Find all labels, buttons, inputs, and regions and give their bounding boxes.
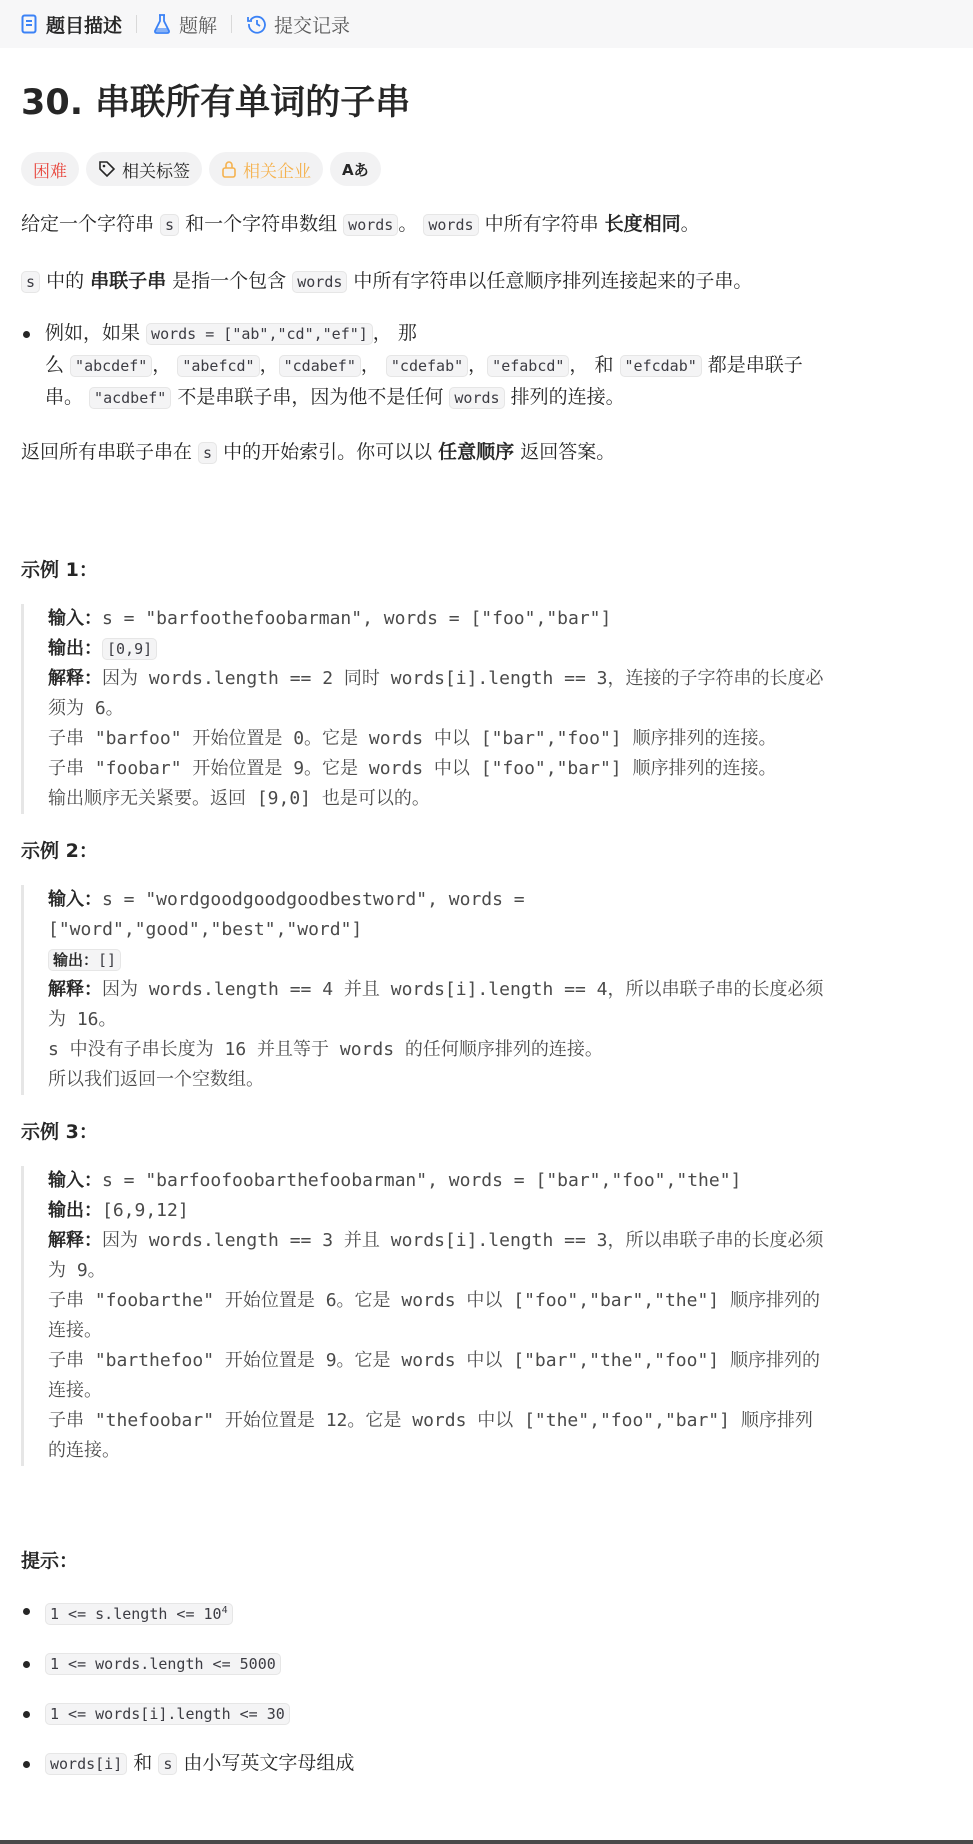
related-companies-button[interactable] — [209, 152, 323, 186]
problem-title: 30. 串联所有单词的子串 — [21, 83, 411, 123]
example-1-block: 输入：s = "barfoothefoobarman", words = ["foo","bar"] 输出： [0,9] 解释：因为 words.length == 2 同时 words[i].length == 3，连接的子字符串的长度必 须为 6。 子串 "barfoo" 开始位置是 0。它是 words 中以 ["bar","foo"] 顺序排列的连接。 子串 "foobar" 开始位置是 9。它是 words 中以 ["foo","bar"] 顺序排列的连接。 输出顺序无关紧要。返回 [9,0] 也是可以的。 — [21, 604, 952, 814]
list-item: 1 <= words.length <= 5000 — [21, 1648, 952, 1680]
related-companies-label: 相关企业 — [243, 161, 311, 182]
document-icon — [18, 13, 40, 35]
tab-divider — [231, 15, 232, 33]
difficulty-badge[interactable]: 困难 — [21, 152, 79, 186]
bottom-divider — [0, 1840, 973, 1844]
tab-solutions-label: 题解 — [179, 14, 218, 37]
related-tags-button[interactable] — [86, 152, 202, 186]
list-item: 1 <= words[i].length <= 30 — [21, 1698, 952, 1730]
hints-title: 提示： — [21, 1550, 79, 1572]
list-item: 例如，如果 words = ["ab","cd","ef"] ， 那 么 "abcdef" ， "abefcd" ， "cdabef" ， "cdefab" ， "efabcd" ， 和 "efcdab" 都是串联子 串。 "acdbef" 不是串联子串，因为他不是任何 words 排列的连接。 — [21, 318, 952, 414]
tab-solutions[interactable] — [151, 11, 217, 38]
hints-list — [21, 1595, 952, 1780]
tab-submissions-label: 提交记录 — [274, 14, 351, 37]
example-2-title: 示例 2： — [21, 840, 98, 862]
example-2-block: 输入：s = "wordgoodgoodgoodbestword", words = ["word","good","best","word"] 输出：[] 解释：因为 words.length == 4 并且 words[i].length == 4，所以串联子串的长度必须 为 16。 s 中没有子串长度为 16 并且等于 words 的任何顺序排列的连接。 所以我们返回一个空数组。 — [21, 885, 952, 1095]
translate-button[interactable] — [330, 152, 381, 186]
tab-submissions[interactable] — [246, 11, 350, 38]
example-3-title: 示例 3： — [21, 1121, 98, 1143]
list-item: words[i] 和 s 由小写英文字母组成 — [21, 1748, 952, 1780]
tag-icon — [98, 160, 116, 178]
related-tags-label: 相关标签 — [122, 161, 190, 182]
tag-row — [21, 152, 952, 186]
tab-description[interactable] — [18, 11, 122, 38]
example-3-block: 输入：s = "barfoofoobarthefoobarman", words = ["bar","foo","the"] 输出：[6,9,12] 解释：因为 words.length == 3 并且 words[i].length == 3，所以串联子串的长度必须 为 9。 子串 "foobarthe" 开始位置是 6。它是 words 中以 ["foo","bar","the"] 顺序排列的 连接。 子串 "barthefoo" 开始位置是 9。它是 words 中以 ["bar","the","foo"] 顺序排列的 连接。 子串 "thefoobar" 开始位置是 12。它是 words 中以 ["the","foo","bar"] 顺序排列 的连接。 — [21, 1166, 952, 1466]
flask-icon — [151, 13, 173, 35]
tab-divider — [136, 15, 137, 33]
tab-bar — [0, 0, 973, 48]
example-1-title: 示例 1： — [21, 559, 98, 581]
description-paragraph-1: 给定一个字符串 s 和一个字符串数组 words 。 words 中所有字符串 长度相同。 — [21, 213, 700, 235]
example-bullet-list — [21, 318, 952, 414]
description-paragraph-3: 返回所有串联子串在 s 中的开始索引。你可以以 任意顺序 返回答案。 — [21, 441, 616, 463]
list-item: 1 <= s.length <= $10^4$ — [21, 1595, 952, 1630]
history-icon — [246, 13, 268, 35]
lock-icon — [221, 160, 237, 178]
tab-description-label: 题目描述 — [46, 14, 123, 37]
translate-icon: Aあ — [342, 160, 369, 179]
description-paragraph-2: s 中的 串联子串 是指一个包含 words 中所有字符串以任意顺序排列连接起来的子串。 — [21, 265, 952, 298]
